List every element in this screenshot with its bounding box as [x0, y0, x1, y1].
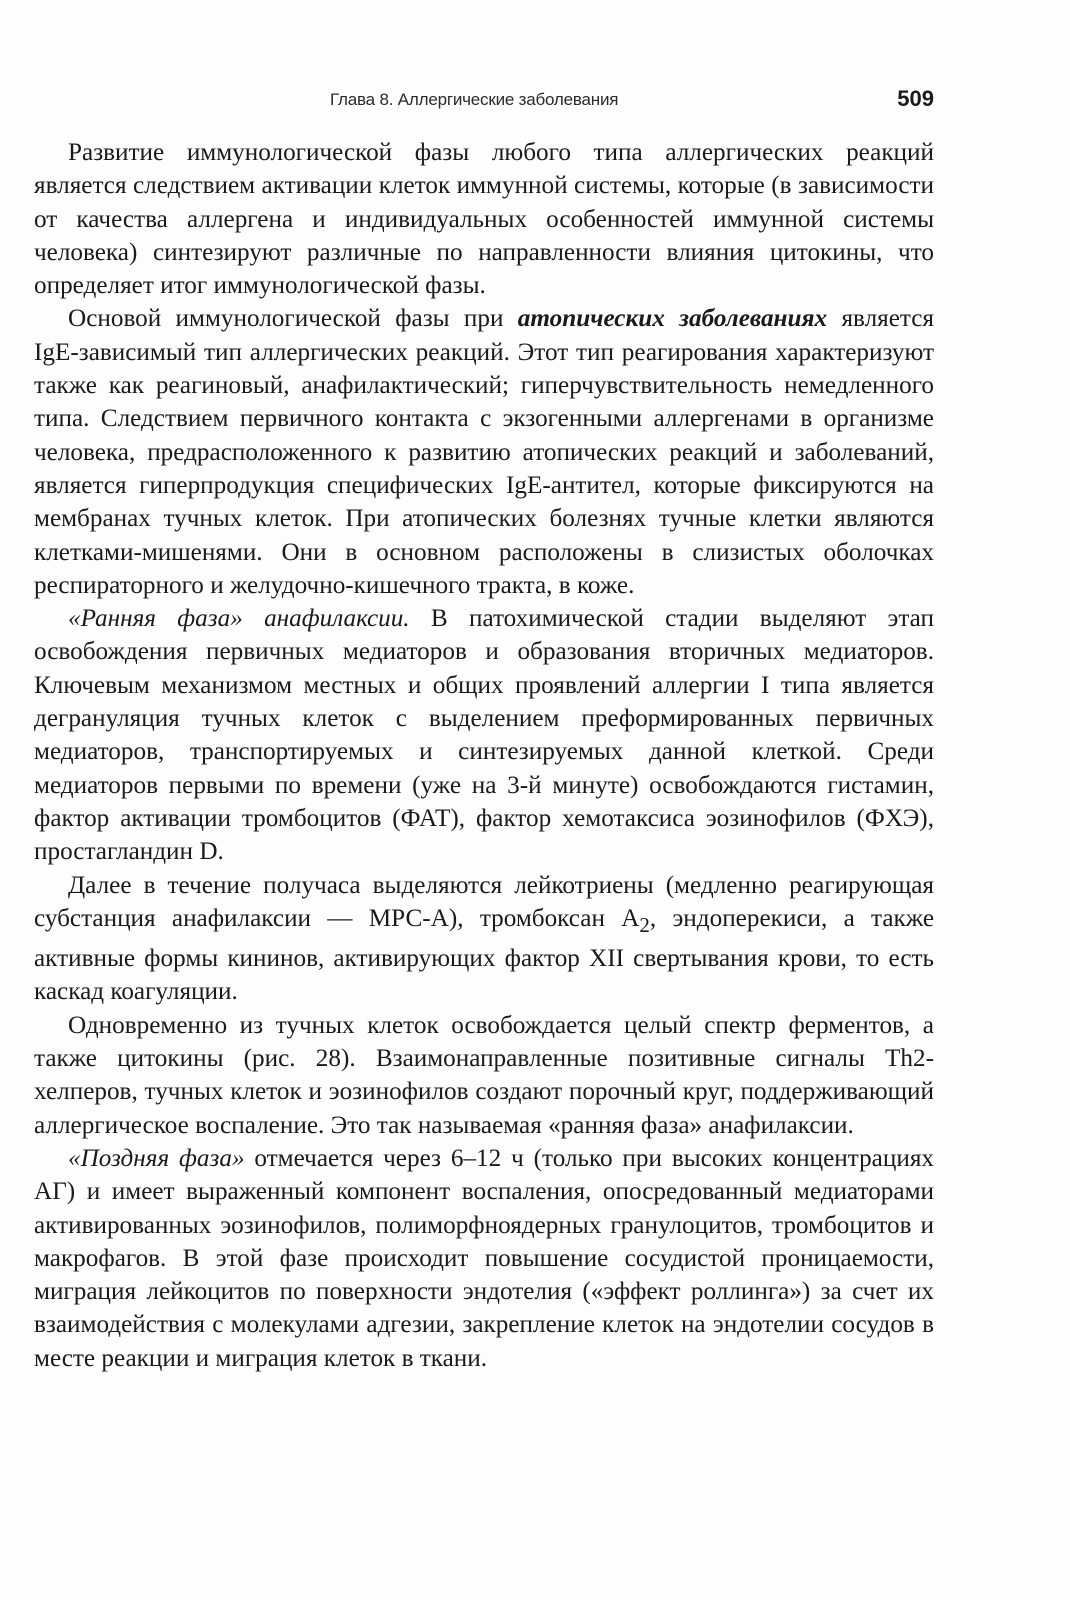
paragraph-atopic-diseases	[34, 302, 934, 602]
paragraph-text: является IgE-зависимый тип аллергических реакций. Этот тип реагирования характеризуют также как реагиновый, анафилактический; гиперчувствительность немедленного типа. Следствием первичного контакта с экзогенными аллергенами в организме человека, предрасположенного к развитию атопических реакций и заболеваний, является гиперпродукция специфических IgE-антител, которые фиксируются на мембранах тучных клеток. При атопических болезнях тучные клетки являются клетками-мишенями. Они в основном расположены в слизистых оболочках респираторного и желудочно-кишечного тракта, в коже.	[34, 305, 934, 599]
paragraph-leukotrienes	[34, 869, 934, 1009]
paragraph-text: Основой иммунологической фазы при	[68, 305, 518, 333]
paragraph-text: Одновременно из тучных клеток освобождается целый спектр ферментов, а также цитокины (рис. 28). Взаимонаправленные позитивные сигналы Th2-хелперов, тучных клеток и эозинофилов создают порочный круг, поддерживающий аллергическое воспаление. Это так называемая «ранняя фаза» анафилаксии.	[34, 1011, 934, 1139]
chapter-title: Глава 8. Аллергические заболевания	[330, 90, 619, 109]
paragraph-enzymes-cytokines	[34, 1009, 934, 1142]
paragraph-text: отмечается через 6–12 ч (только при высоких концентрациях АГ) и имеет выраженный компонент воспаления, опосредованный медиаторами активированных эозинофилов, полиморфноядерных гранулоцитов, тромбоцитов и макрофагов. В этой фазе происходит повышение сосудистой проницаемости, миграция лейкоцитов по поверхности эндотелия («эффект роллинга») за счет их взаимодействия с молекулами адгезии, закрепление клеток на эндотелии сосудов в месте реакции и миграция клеток в ткани.	[34, 1144, 934, 1372]
emphasized-term: атопических заболеваниях	[517, 305, 828, 333]
body-text	[34, 136, 934, 1375]
paragraph-text: Развитие иммунологической фазы любого типа аллергических реакций является следствием активации клеток иммунной системы, которые (в зависимости от качества аллергена и индивидуальных особенностей иммунной системы человека) синтезируют различные по направленности влияния цитокины, что определяет итог иммунологической фазы.	[34, 139, 934, 300]
paragraph-late-phase	[34, 1142, 934, 1375]
italic-lead-in: «Ранняя фаза» анафилаксии.	[68, 605, 410, 633]
italic-lead-in: «Поздняя фаза»	[68, 1144, 245, 1172]
running-header	[62, 88, 934, 118]
paragraph-text: Далее в течение получаса выделяются лейкотриены (медленно реагирующая субстанция анафилаксии — МРС-А), тромбоксан А	[34, 871, 934, 932]
paragraph-text: , эндоперекиси, а также активные формы кининов, активирующих фактор XII свертывания крови, то есть каскад коагуляции.	[34, 904, 935, 1006]
subscript: 2	[639, 912, 650, 937]
paragraph-immunological-phase	[34, 136, 934, 302]
paragraph-early-phase	[34, 602, 934, 868]
page-number: 509	[897, 86, 934, 111]
paragraph-text: В патохимической стадии выделяют этап освобождения первичных медиаторов и образования вторичных медиаторов. Ключевым механизмом местных и общих проявлений аллергии I типа является дегрануляция тучных клеток с выделением преформированных первичных медиаторов, транспортируемых и синтезируемых данной клеткой. Среди медиаторов первыми по времени (уже на 3-й минуте) освобождаются гистамин, фактор активации тромбоцитов (ФАТ), фактор хемотаксиса эозинофилов (ФХЭ), простагландин D.	[34, 605, 934, 866]
